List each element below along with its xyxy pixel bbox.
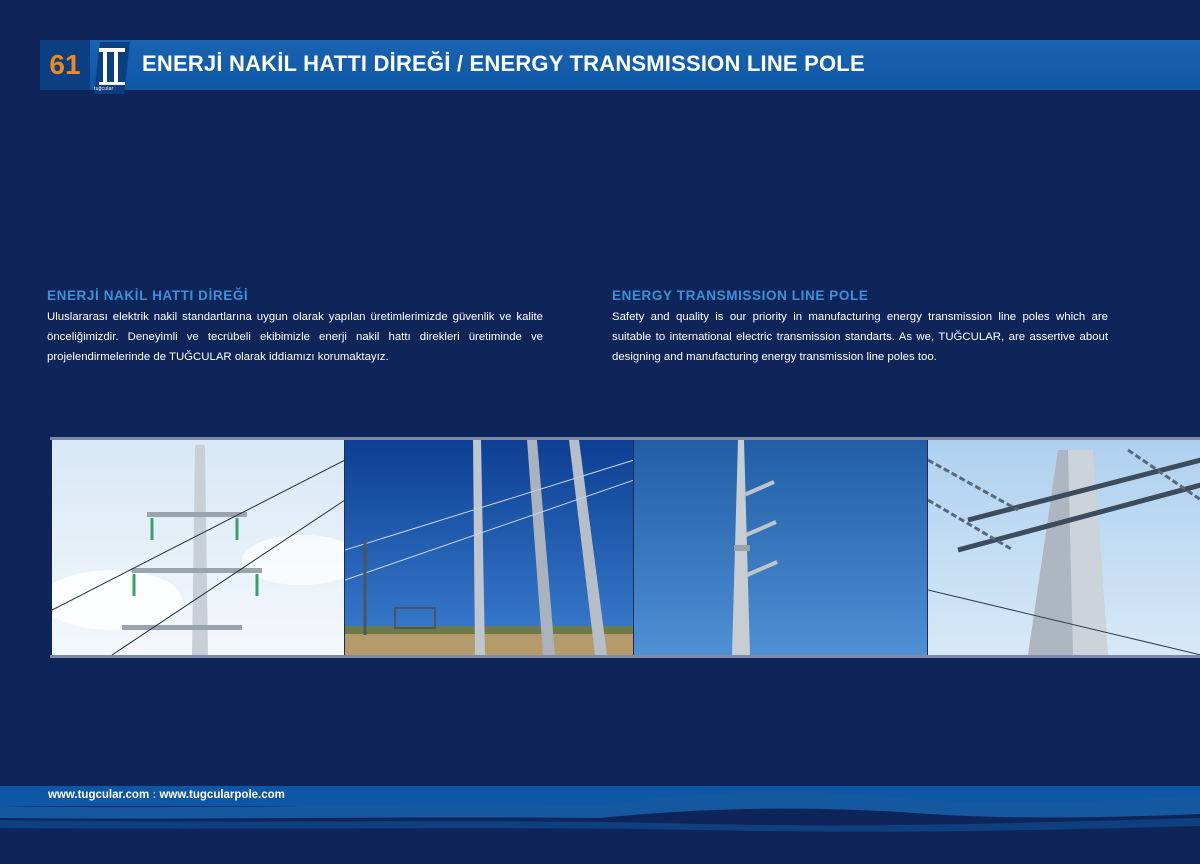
turkish-body: Uluslararası elektrik nakil standartlarına uygun olarak yapılan üretimlerimizde güvenlik ve kalite önceliğimizdir. Deneyimli ve tecrübeli ekibimizle enerji nakil hattı direkleri üretiminde ve projelendirmelerinde de TUĞCULAR olarak iddiamızı korumaktayız. — [47, 311, 543, 363]
page-number: 61 — [40, 40, 90, 90]
english-body: Safety and quality is our priority in manufacturing energy transmission line poles which are suitable to international electric transmission standarts. As we, TUĞCULAR, are assertive about designing and manufacturing energy transmission line poles too. — [612, 311, 1108, 363]
logo-caption: tuğcular — [94, 86, 114, 92]
website-link-tugcular[interactable]: www.tugcular.com — [48, 789, 150, 801]
photo-tall-pole — [633, 440, 926, 655]
photo-strip — [52, 440, 1200, 655]
english-heading: ENERGY TRANSMISSION LINE POLE — [612, 288, 869, 303]
photo-pole-crossarms — [52, 440, 344, 655]
turkish-column — [47, 288, 543, 367]
photo-poles-substation — [344, 440, 633, 655]
page-title: ENERJİ NAKİL HATTI DİREĞİ / ENERGY TRANSMISSION LINE POLE — [142, 51, 865, 76]
footer-links — [48, 789, 285, 801]
photo-pole-insulators — [927, 440, 1200, 655]
turkish-heading: ENERJİ NAKİL HATTI DİREĞİ — [47, 288, 249, 303]
strip-border-bottom — [50, 655, 1200, 658]
link-separator: : — [152, 789, 157, 801]
website-link-tugcularpole[interactable]: www.tugcularpole.com — [159, 789, 285, 801]
english-column — [612, 288, 1108, 367]
